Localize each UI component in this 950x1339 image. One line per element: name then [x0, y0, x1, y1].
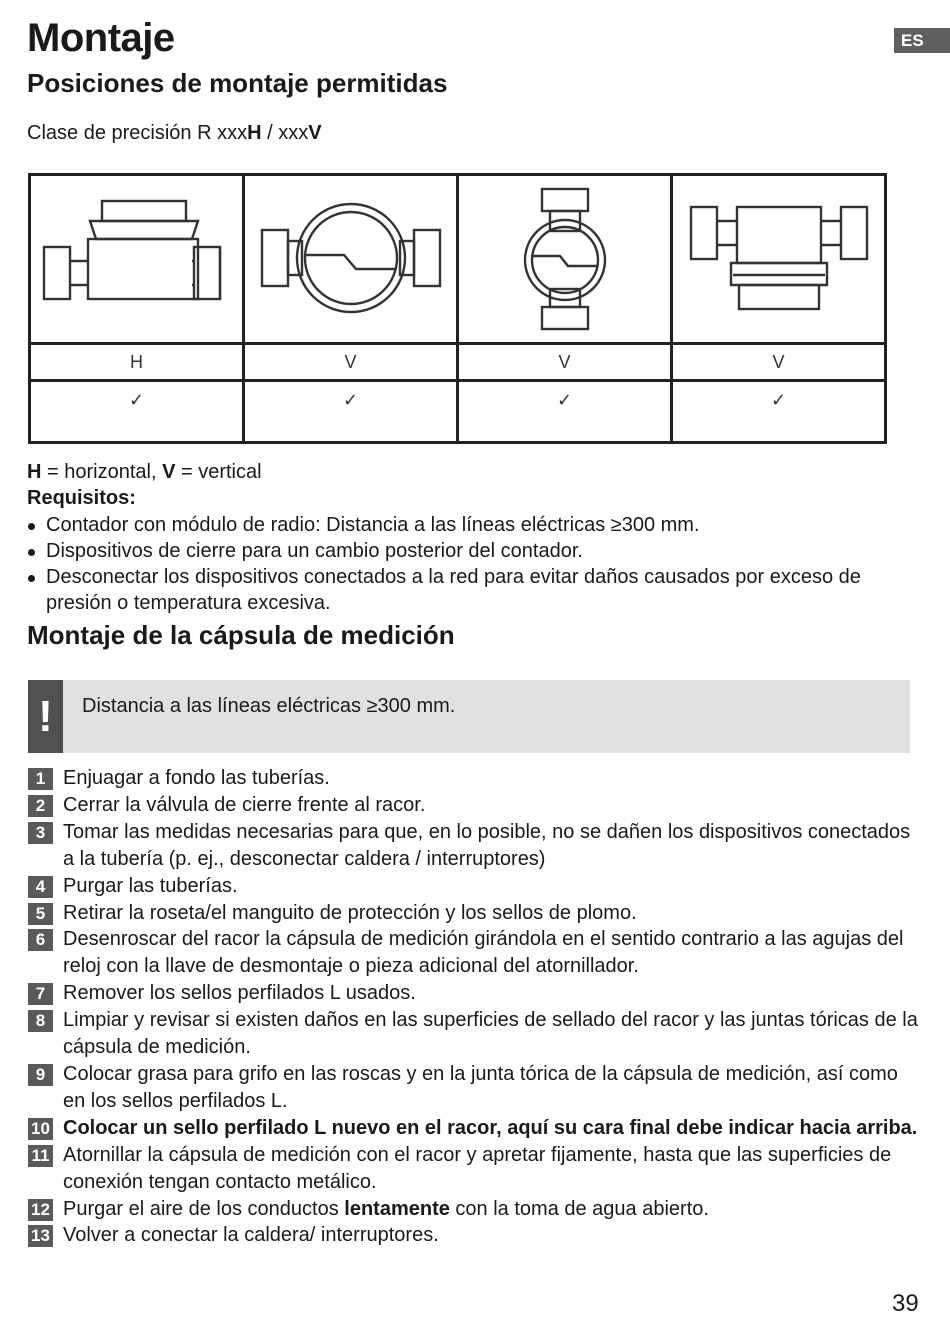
meter-vertical-upright-icon	[520, 187, 610, 331]
list-item	[27, 765, 922, 792]
warning-icon: !	[28, 680, 63, 753]
list-item	[27, 926, 922, 980]
meter-vertical-inverted-icon	[689, 205, 869, 313]
step-number: 9	[28, 1064, 53, 1086]
step-text: Atornillar la cápsula de medición con el racor y apretar fijamente, hasta que las superficies de conexión tengan contacto metálico.	[63, 1143, 892, 1193]
position-cell-3	[458, 175, 672, 344]
step-number: 7	[28, 983, 53, 1005]
legend-v: V	[162, 461, 176, 483]
requirements-title: Requisitos:	[27, 487, 136, 509]
step-text: Colocar un sello perfilado L nuevo en el racor, aquí su cara final debe indicar hacia arriba.	[63, 1116, 918, 1139]
list-item	[27, 819, 922, 873]
step-number: 10	[28, 1118, 53, 1140]
section-title-positions: Posiciones de montaje permitidas	[27, 68, 448, 98]
step-number: 12	[28, 1199, 53, 1221]
step-number: 5	[28, 903, 53, 925]
precision-h: H	[247, 122, 262, 144]
steps-list	[27, 765, 922, 1249]
precision-sep: / xxx	[261, 122, 309, 144]
list-item	[27, 873, 922, 900]
step-text-post: con la toma de agua abierto.	[449, 1197, 709, 1220]
precision-v: V	[308, 122, 322, 144]
position-cell-2	[244, 175, 458, 344]
step-text	[63, 1198, 709, 1220]
legend-h: H	[27, 461, 42, 483]
position-cell-1	[30, 175, 244, 344]
legend	[27, 461, 262, 484]
requirements-list	[27, 512, 927, 616]
bullet-icon	[28, 549, 35, 556]
legend-v-text: = vertical	[175, 461, 262, 483]
requirement-text: Contador con módulo de radio: Distancia a las líneas eléctricas ≥300 mm.	[46, 514, 700, 536]
position-label: V	[244, 344, 458, 381]
list-item	[27, 1196, 922, 1223]
step-text: Desenroscar del racor la cápsula de medición girándola en el sentido contrario a las agujas del reloj con la llave de desmontaje o pieza adicional del atornillador.	[63, 928, 904, 978]
position-label: H	[30, 344, 244, 381]
step-text: Purgar las tuberías.	[63, 874, 238, 897]
list-item	[27, 1142, 922, 1196]
step-text: Limpiar y revisar si existen daños en las superficies de sellado del racor y las juntas tóricas de la cápsula de medición.	[63, 1009, 918, 1059]
step-number: 3	[28, 822, 53, 844]
page-title: Montaje	[27, 16, 175, 60]
requirement-text: Desconectar los dispositivos conectados a la red para evitar daños causados por exceso de presión o temperatura excesiva.	[46, 566, 861, 614]
step-number: 13	[28, 1225, 53, 1247]
step-text: Colocar grasa para grifo en las roscas y en la junta tórica de la cápsula de medición, así como en los sellos perfilados L.	[63, 1062, 898, 1112]
meter-vertical-front-icon	[260, 201, 442, 317]
check-icon: ✓	[30, 381, 244, 443]
step-number: 11	[28, 1145, 53, 1167]
check-icon: ✓	[458, 381, 672, 443]
step-text-pre: Purgar el aire de los conductos	[63, 1197, 345, 1220]
bullet-icon	[28, 575, 35, 582]
page-number: 39	[892, 1290, 919, 1317]
step-text-emphasis: lentamente	[344, 1197, 450, 1220]
list-item	[27, 1222, 922, 1249]
step-number: 2	[28, 795, 53, 817]
list-item	[27, 900, 922, 927]
list-item	[27, 1007, 922, 1061]
step-text: Enjuagar a fondo las tuberías.	[63, 767, 330, 789]
warning-box	[28, 680, 910, 753]
meter-horizontal-icon	[42, 199, 232, 319]
list-item	[27, 1115, 922, 1142]
position-label: V	[458, 344, 672, 381]
list-item	[27, 1061, 922, 1115]
list-item	[27, 564, 927, 616]
precision-prefix: Clase de precisión R xxx	[27, 122, 248, 144]
list-item	[27, 980, 922, 1007]
mounting-positions-table	[28, 173, 887, 444]
legend-h-text: = horizontal,	[41, 461, 163, 483]
step-text: Tomar las medidas necesarias para que, en lo posible, no se dañen los dispositivos conectados a la tubería (p. ej., desconectar caldera / interruptores)	[63, 820, 911, 870]
list-item	[27, 512, 927, 538]
section-title-capsule: Montaje de la cápsula de medición	[27, 620, 455, 650]
bullet-icon	[28, 523, 35, 530]
check-icon: ✓	[244, 381, 458, 443]
step-number: 6	[28, 929, 53, 951]
position-cell-4	[672, 175, 886, 344]
precision-class	[27, 122, 322, 145]
warning-text: Distancia a las líneas eléctricas ≥300 mm.	[82, 695, 456, 717]
step-number: 1	[28, 768, 53, 790]
list-item	[27, 792, 922, 819]
step-text: Volver a conectar la caldera/ interruptores.	[63, 1224, 439, 1247]
list-item	[27, 538, 927, 564]
step-text: Cerrar la válvula de cierre frente al racor.	[63, 793, 426, 816]
check-icon: ✓	[672, 381, 886, 443]
step-number: 8	[28, 1010, 53, 1032]
position-label: V	[672, 344, 886, 381]
step-text: Remover los sellos perfilados L usados.	[63, 982, 416, 1005]
step-number: 4	[28, 876, 53, 898]
requirement-text: Dispositivos de cierre para un cambio posterior del contador.	[46, 540, 583, 562]
language-tab: ES	[894, 28, 950, 53]
step-text: Retirar la roseta/el manguito de protección y los sellos de plomo.	[63, 901, 637, 924]
